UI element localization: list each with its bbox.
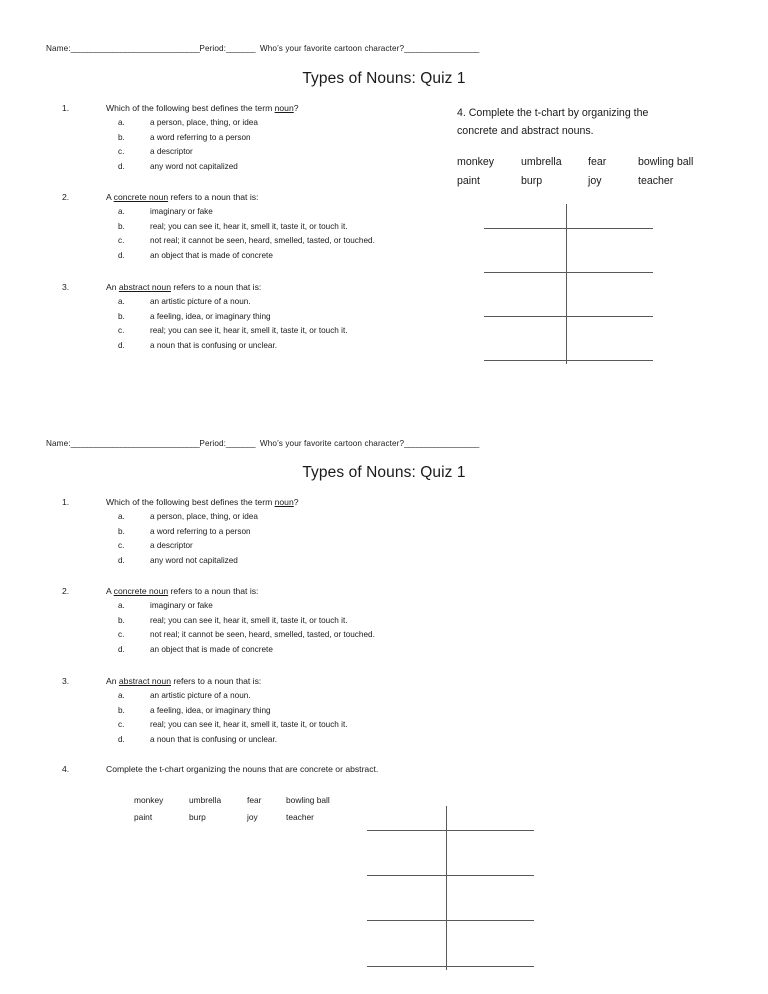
question-1-top [62, 102, 462, 190]
choice-list [62, 599, 462, 657]
stem-term: concrete noun [113, 586, 169, 596]
choice-option[interactable] [62, 718, 462, 733]
word-bank-word: joy [247, 812, 258, 822]
word-bank-word: monkey [457, 156, 495, 168]
choice-letter: b. [118, 221, 125, 231]
stem-after: refers to a noun that is: [168, 192, 259, 202]
stem-term: noun [274, 497, 294, 507]
choice-letter: a. [118, 512, 125, 521]
t-chart-horizontal-rule [484, 360, 653, 361]
stem-after: refers to a noun that is: [170, 676, 262, 686]
word-bank-word: fear [247, 795, 262, 805]
word-bank-row [457, 153, 693, 172]
choice-letter: d. [118, 250, 125, 260]
t-chart-bottom[interactable] [367, 806, 535, 970]
word-bank-word: burp [189, 812, 206, 822]
choice-letter: a. [118, 601, 125, 610]
choice-letter: b. [118, 705, 125, 715]
stem-before: A [106, 586, 114, 596]
choice-letter: a. [118, 207, 125, 216]
choice-option[interactable] [62, 539, 462, 554]
stem-after: ? [293, 103, 299, 113]
choice-text: an object that is made of concrete [150, 644, 273, 654]
word-bank-row [133, 809, 331, 826]
choice-text: a person, place, thing, or idea [150, 512, 258, 521]
question-text [106, 102, 299, 114]
cartoon-character-question: Who’s your favorite cartoon character? [259, 439, 405, 448]
stem-before: A [106, 192, 114, 202]
question-4-prompt: Complete the t-chart organizing the nouns that are concrete or abstract. [106, 764, 379, 774]
choice-option[interactable] [62, 704, 462, 719]
t-chart-horizontal-rule [484, 272, 653, 273]
page-title-top: Types of Nouns: Quiz 1 [302, 70, 466, 87]
stem-term: abstract noun [118, 676, 171, 686]
choice-text: a person, place, thing, or idea [150, 118, 258, 127]
word-bank-top [457, 153, 693, 190]
question-text [106, 191, 258, 203]
choice-letter: c. [118, 541, 125, 550]
choice-text: not real; it cannot be seen, heard, smelled, tasted, or touched. [150, 236, 375, 245]
word-bank-word: bowling ball [638, 156, 694, 168]
stem-term: concrete noun [113, 192, 169, 202]
choice-text: a word referring to a person [150, 132, 251, 142]
name-label: Name: [46, 439, 71, 448]
choice-text: a descriptor [150, 541, 193, 550]
word-bank-word: bowling ball [286, 795, 330, 805]
choice-option[interactable] [62, 160, 462, 175]
choice-list [62, 689, 462, 747]
choice-option[interactable] [62, 643, 462, 658]
choice-letter: d. [118, 644, 125, 654]
question-text [106, 281, 261, 293]
question-3-top [62, 281, 462, 369]
word-bank-word: paint [457, 174, 480, 187]
choice-letter: d. [118, 734, 125, 744]
question-stem [62, 585, 462, 597]
name-blank[interactable]: _______________________________ [70, 44, 200, 53]
choice-letter: b. [118, 132, 125, 142]
question-number: 4. [62, 764, 70, 774]
word-bank-row [457, 172, 693, 191]
word-bank-word: teacher [638, 174, 674, 187]
stem-before: An [106, 282, 119, 292]
period-blank[interactable]: _______ [226, 439, 256, 448]
choice-letter: c. [118, 326, 125, 335]
question-2-top [62, 191, 462, 279]
question-text [106, 585, 258, 597]
period-label: Period: [199, 44, 227, 53]
choice-text: an artistic picture of a noun. [150, 691, 251, 700]
choice-option[interactable] [62, 628, 462, 643]
period-blank[interactable]: _______ [226, 44, 256, 53]
t-chart-horizontal-rule [484, 316, 653, 317]
t-chart-top[interactable] [484, 204, 654, 366]
cartoon-character-blank[interactable]: __________________ [404, 439, 479, 448]
t-chart-horizontal-rule [367, 830, 534, 831]
question-stem [62, 496, 462, 508]
choice-option[interactable] [62, 145, 462, 160]
choice-letter: b. [118, 526, 125, 536]
choice-letter: b. [118, 311, 125, 321]
choice-letter: c. [118, 236, 125, 245]
word-bank-word: umbrella [189, 795, 222, 805]
stem-before: Which of the following best defines the term [106, 497, 275, 507]
question-4-top [457, 105, 707, 140]
word-bank-word: fear [588, 156, 607, 168]
t-chart-horizontal-rule [367, 966, 534, 967]
t-chart-horizontal-rule [367, 920, 534, 921]
choice-option[interactable] [62, 324, 462, 339]
stem-before: Which of the following best defines the term [106, 103, 275, 113]
word-bank-table [457, 153, 693, 190]
question-stem [62, 191, 462, 203]
question-4-bottom [62, 764, 378, 774]
question-number: 3. [62, 282, 70, 292]
choice-option[interactable] [62, 310, 462, 325]
word-bank-word: umbrella [521, 156, 562, 168]
choice-text: real; you can see it, hear it, smell it, taste it, or touch it. [150, 326, 348, 335]
question-number: 2. [62, 586, 70, 596]
choice-option[interactable] [62, 339, 462, 354]
choice-option[interactable] [62, 295, 462, 310]
stem-term: noun [274, 103, 294, 113]
choice-text: real; you can see it, hear it, smell it, taste it, or touch it. [150, 615, 348, 625]
question-2-bottom [62, 585, 462, 673]
question-3-bottom [62, 675, 462, 763]
choice-text: a noun that is confusing or unclear. [150, 734, 277, 744]
choice-list [62, 205, 462, 263]
question-number: 1. [62, 103, 70, 113]
choice-letter: d. [118, 161, 125, 171]
choice-text: any word not capitalized [150, 161, 238, 171]
choice-letter: a. [118, 297, 125, 306]
question-number: 2. [62, 192, 70, 202]
choice-option[interactable] [62, 131, 462, 146]
stem-after: refers to a noun that is: [168, 586, 259, 596]
choice-text: not real; it cannot be seen, heard, smelled, tasted, or touched. [150, 630, 375, 639]
choice-text: imaginary or fake [150, 207, 213, 216]
choice-list [62, 116, 462, 174]
choice-option[interactable] [62, 205, 462, 220]
choice-text: an artistic picture of a noun. [150, 297, 251, 306]
choice-text: an object that is made of concrete [150, 250, 273, 260]
choice-text: real; you can see it, hear it, smell it, taste it, or touch it. [150, 221, 348, 231]
question-stem [62, 102, 462, 114]
choice-letter: b. [118, 615, 125, 625]
choice-text: a word referring to a person [150, 526, 251, 536]
choice-text: a noun that is confusing or unclear. [150, 340, 277, 350]
name-label: Name: [46, 44, 71, 53]
choice-option[interactable] [62, 249, 462, 264]
stem-term: abstract noun [118, 282, 171, 292]
period-label: Period: [199, 439, 227, 448]
t-chart-horizontal-rule [484, 228, 653, 229]
cartoon-character-question: Who’s your favorite cartoon character? [259, 44, 405, 53]
choice-text: real; you can see it, hear it, smell it, taste it, or touch it. [150, 720, 348, 729]
word-bank-row [133, 792, 331, 809]
choice-text: a feeling, idea, or imaginary thing [150, 311, 271, 321]
word-bank-word: teacher [286, 812, 314, 822]
word-bank-word: monkey [134, 795, 164, 805]
question-text [106, 675, 261, 687]
choice-letter: c. [118, 147, 125, 156]
choice-text: any word not capitalized [150, 555, 238, 565]
question-stem [62, 281, 462, 293]
choice-letter: a. [118, 118, 125, 127]
student-info-header-top [46, 44, 479, 53]
choice-text: a descriptor [150, 147, 193, 156]
choice-letter: c. [118, 720, 125, 729]
choice-option[interactable] [62, 614, 462, 629]
word-bank-bottom [133, 792, 331, 826]
word-bank-table [133, 792, 331, 826]
page-title-bottom: Types of Nouns: Quiz 1 [302, 464, 466, 481]
student-info-header-bottom [46, 439, 479, 448]
choice-option[interactable] [62, 554, 462, 569]
choice-text: a feeling, idea, or imaginary thing [150, 705, 271, 715]
question-stem [62, 675, 462, 687]
cartoon-character-blank[interactable]: __________________ [404, 44, 479, 53]
choice-text: imaginary or fake [150, 601, 213, 610]
choice-option[interactable] [62, 116, 462, 131]
choice-letter: d. [118, 340, 125, 350]
question-text [106, 496, 299, 508]
name-blank[interactable]: _______________________________ [70, 439, 200, 448]
choice-option[interactable] [62, 733, 462, 748]
word-bank-word: paint [134, 812, 153, 822]
choice-option[interactable] [62, 220, 462, 235]
question-number: 3. [62, 676, 70, 686]
choice-option[interactable] [62, 599, 462, 614]
question-number: 1. [62, 497, 70, 507]
word-bank-word: joy [588, 174, 602, 187]
question-4-prompt-line-1: 4. Complete the t-chart by organizing the [457, 107, 649, 119]
question-1-bottom [62, 496, 462, 584]
stem-before: An [106, 676, 119, 686]
choice-option[interactable] [62, 510, 462, 525]
choice-option[interactable] [62, 525, 462, 540]
choice-list [62, 510, 462, 568]
choice-option[interactable] [62, 234, 462, 249]
stem-after: ? [293, 497, 299, 507]
question-4-prompt-line-2: concrete and abstract nouns. [457, 124, 594, 137]
choice-letter: a. [118, 691, 125, 700]
choice-letter: c. [118, 630, 125, 639]
stem-after: refers to a noun that is: [170, 282, 262, 292]
word-bank-word: burp [521, 174, 543, 187]
t-chart-horizontal-rule [367, 875, 534, 876]
choice-option[interactable] [62, 689, 462, 704]
choice-letter: d. [118, 555, 125, 565]
choice-list [62, 295, 462, 353]
